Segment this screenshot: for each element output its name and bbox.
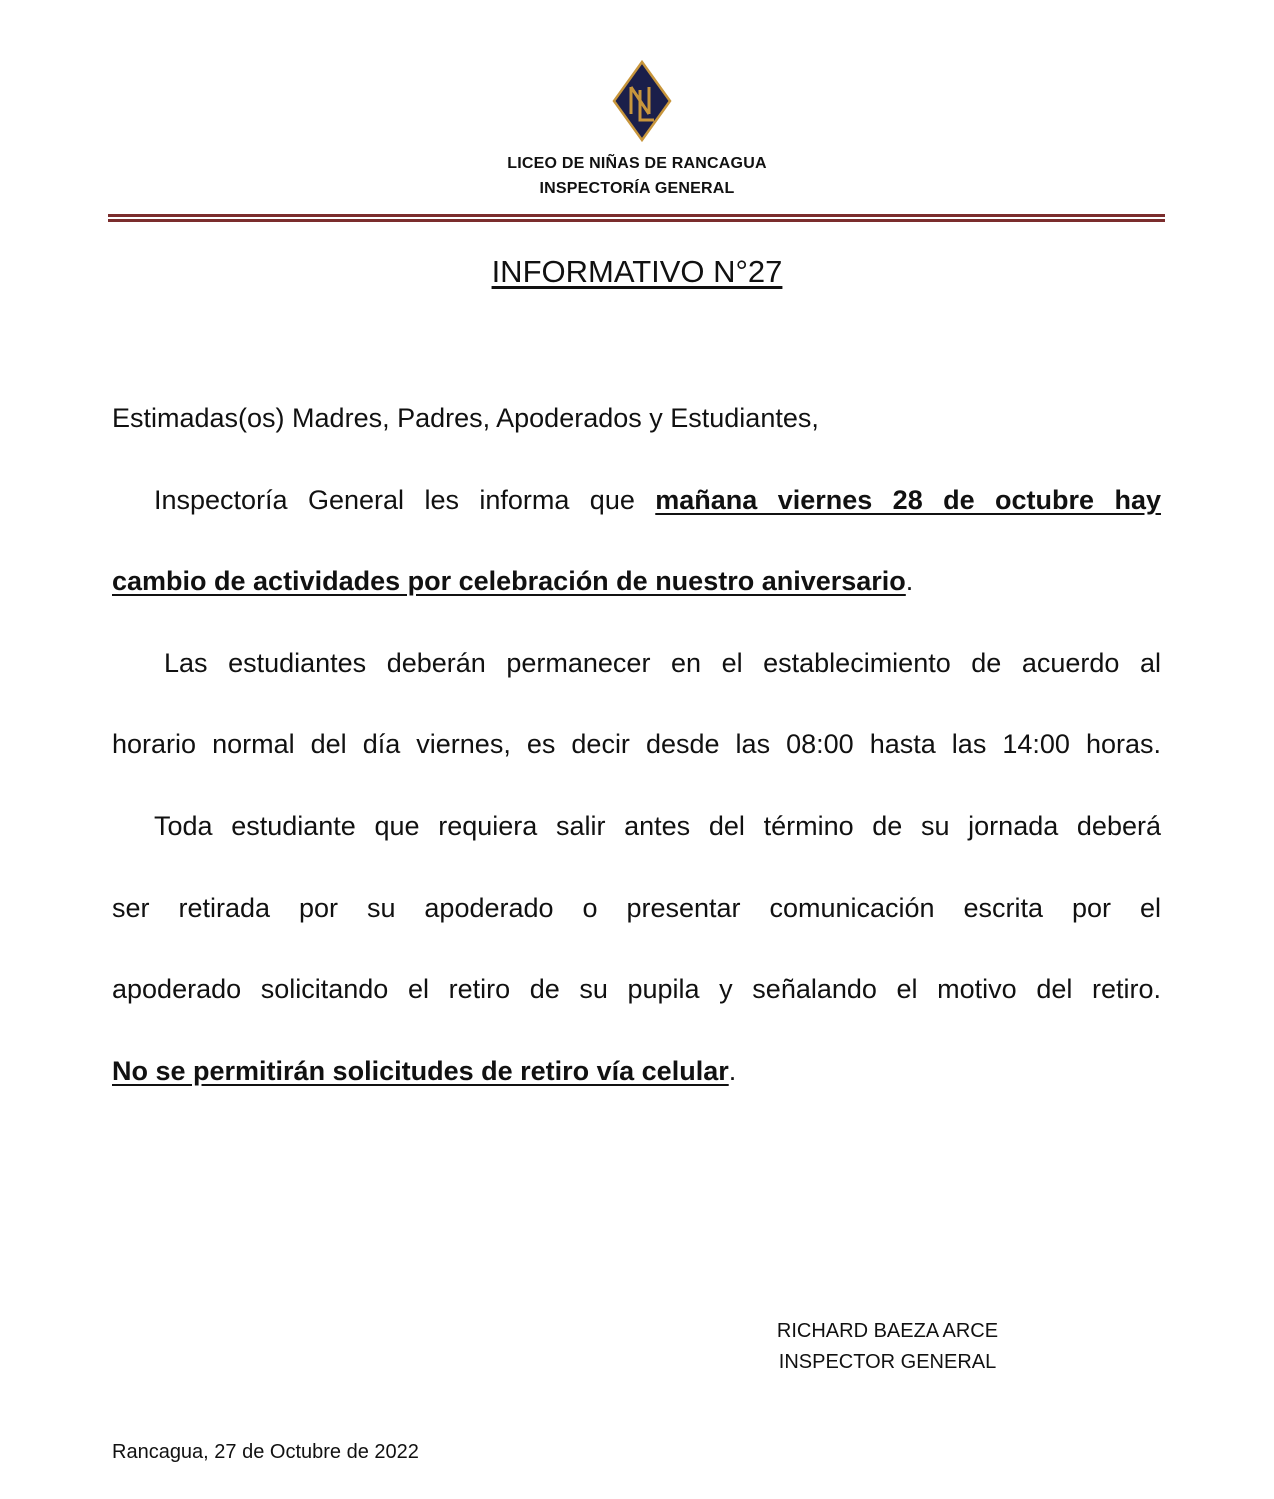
paragraph-3-line-2: ser retirada por su apoderado o presentar comunicación escrita por el [112, 893, 1161, 923]
signer-name: RICHARD BAEZA ARCE [776, 1320, 999, 1342]
paragraph-1-highlight-2: cambio de actividades por celebración de nuestro aniversario [112, 566, 906, 596]
document-title: INFORMATIVO N°27 [491, 254, 783, 289]
paragraph-2-line-2: horario normal del día viernes, es decir desde las 08:00 hasta las 14:00 horas. [112, 729, 1161, 759]
school-logo [612, 60, 672, 142]
paragraph-1-line-2 [112, 566, 913, 597]
paragraph-3-line-3: apoderado solicitando el retiro de su pupila y señalando el motivo del retiro. [112, 974, 1161, 1004]
header-rule-bottom [108, 219, 1165, 222]
paragraph-2-text-1: Las estudiantes deberán permanecer en el establecimiento de acuerdo al [164, 648, 1161, 678]
paragraph-1-intro: Inspectoría General les informa que [154, 485, 635, 515]
header-rule-top [108, 214, 1165, 217]
paragraph-4-highlight: No se permitirán solicitudes de retiro vía celular [112, 1056, 729, 1086]
place-date: Rancagua, 27 de Octubre de 2022 [112, 1441, 419, 1463]
paragraph-3-text-1: Toda estudiante que requiera salir antes del término de su jornada deberá [154, 811, 1161, 841]
school-name: LICEO DE NIÑAS DE RANCAGUA [507, 155, 767, 172]
department-name: INSPECTORÍA GENERAL [539, 180, 735, 197]
paragraph-4-end: . [728, 1056, 737, 1086]
paragraph-2-line-1 [112, 648, 1161, 679]
greeting: Estimadas(os) Madres, Padres, Apoderados y Estudiantes, [112, 403, 819, 433]
paragraph-1-highlight-1: mañana viernes 28 de octubre hay [655, 485, 1161, 515]
paragraph-1-end: . [905, 566, 914, 596]
paragraph-4 [112, 1056, 736, 1087]
signer-role: INSPECTOR GENERAL [778, 1351, 997, 1373]
paragraph-1-line-1 [112, 485, 1161, 516]
paragraph-3-line-1 [112, 811, 1161, 842]
